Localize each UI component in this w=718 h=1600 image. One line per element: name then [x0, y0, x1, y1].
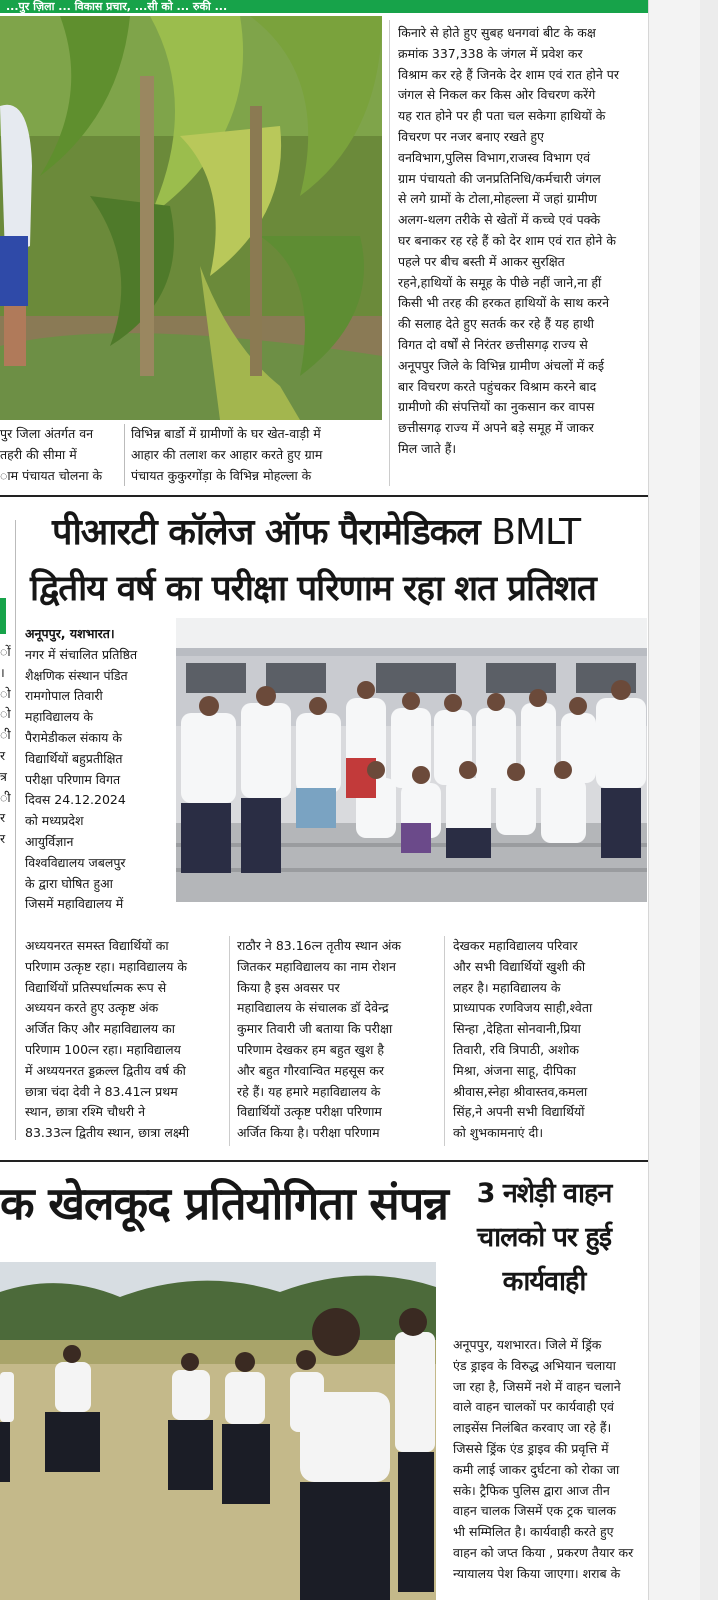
fragment: त्र [0, 768, 7, 784]
fragment: । [0, 664, 5, 680]
article-line: विचरण पर नजर बनाए रखते हुए [398, 128, 544, 144]
section-divider [0, 495, 648, 497]
traffic-headline [444, 1172, 644, 1304]
article-line: परिणाम उत्कृष्ट रहा। महाविद्यालय के [25, 958, 187, 974]
fragment: ों [0, 644, 11, 659]
column-rule [15, 520, 16, 1140]
top-story-bottom-left [0, 424, 118, 486]
article-line: पहले पर बीच बस्ती में आकर सुरक्षित [398, 253, 565, 269]
college-col1-bottom [25, 936, 221, 1144]
article-line: दिवस 24.12.2024 [25, 792, 126, 808]
article-line: रामगोपाल तिवारी [25, 688, 103, 704]
article-line: वाले वाहन चालकों पर कार्यवाही एवं [453, 1399, 615, 1415]
article-line: छात्रा चंदा देवी ने 83.41त्न प्रथम [25, 1083, 178, 1099]
college-headline-bmlt: BMLT [491, 512, 581, 553]
article-line: पंचायत कुकुरगोंड़ा के विभिन्न मोहल्ला के [131, 467, 312, 483]
section-divider [0, 1160, 648, 1162]
sports-headline: क खेलकूद प्रतियोगिता संपन्न [0, 1177, 448, 1230]
fragment: ो [0, 685, 11, 701]
article-line: ाम पंचायत चोलना के [0, 467, 103, 483]
college-col3 [453, 936, 647, 1144]
article-line: परिणाम 100त्न रहा। महाविद्यालय [25, 1041, 181, 1057]
article-line: जिसमें महाविद्यालय में [25, 896, 124, 912]
article-line: सिन्हा ,देहिता सोनवानी,प्रिया [453, 1021, 581, 1037]
article-line: परिणाम देखकर हम बहुत खुश है [237, 1041, 385, 1057]
college-col2 [237, 936, 431, 1144]
article-line: किनारे से होते हुए सुबह धनगवां बीट के कक्ष [398, 25, 596, 40]
column-rule [444, 936, 445, 1146]
article-line: यह रात होने पर ही पता चल सकेगा हाथियों के [398, 108, 606, 124]
article-line: किया है इस अवसर पर [237, 979, 340, 995]
article-line: मिल जाते हैं। [398, 440, 457, 456]
article-line: से लगे ग्रामों के टोला,मोहल्ला में जहां ग्रामीण [398, 191, 597, 207]
article-line: अनूपपुर, यशभारत। जिले में ड्रिंक [453, 1337, 602, 1352]
article-line: 83.33त्न द्वितीय स्थान, छात्रा लक्ष्मी [25, 1125, 190, 1141]
article-line: देखकर महाविद्यालय परिवार [453, 938, 578, 953]
article-line: अर्जित किया है। परीक्षा परिणाम [237, 1125, 380, 1141]
article-line: छत्तीसगढ़ राज्य में अपने बड़े समूह में जाकर [398, 420, 594, 436]
college-headline-line1 [52, 505, 642, 561]
article-line: विगत दो वर्षों से निरंतर छत्तीसगढ़ राज्य से [398, 336, 588, 352]
article-line: जिससे ड्रिंक एंड ड्राइव की प्रवृत्ति में [453, 1440, 609, 1456]
article-line: एंड ड्राइव के विरुद्ध अभियान चलाया [453, 1357, 616, 1373]
article-line: मिश्रा, अंजना साहू, दीपिका [453, 1062, 577, 1078]
column-rule [124, 424, 125, 486]
article-line: के द्वारा घोषित हुआ [25, 875, 113, 891]
article-line: विश्वविद्यालय जबलपुर [25, 854, 126, 870]
column-rule [389, 20, 390, 486]
top-headline-text: ...पुर ज़िला ... विकास प्रचार, ...सी को ... रुकी ... [6, 0, 228, 13]
fragment: ो [0, 706, 11, 722]
article-line: विभिन्न बार्डो में ग्रामीणों के घर खेत-वाड़ी में [131, 426, 321, 441]
article-line: जितकर महाविद्यालय का नाम रोशन [237, 958, 396, 974]
article-line: और बहुत गौरवान्वित महसूस कर [237, 1062, 385, 1078]
article-line: क्रमांक 337,338 के जंगल में प्रवेश कर [398, 45, 583, 61]
article-line: तहरी की सीमा में [0, 446, 77, 462]
article-line: राठौर ने 83.16त्न तृतीय स्थान अंक [237, 938, 401, 953]
article-line: वाहन चालक जिसमें एक ट्रक चालक [453, 1503, 616, 1519]
college-headline-hindi: पीआरटी कॉलेज ऑफ पैरामेडिकल [52, 512, 480, 553]
fragment: र [0, 831, 6, 847]
article-line: को मध्यप्रदेश [25, 813, 84, 829]
article-line: प्राध्यापक रणविजय साही,श्वेता [453, 1000, 593, 1016]
article-line: सके। ट्रैफिक पुलिस द्वारा आज तीन [453, 1482, 610, 1498]
article-line: लहर है। महाविद्यालय के [453, 979, 561, 995]
article-line: रहने,हाथियों के समूह के पीछे नहीं जाने,ना हीं [398, 274, 602, 290]
article-line: किसी भी तरह की हरकत हाथियों के साथ करने [398, 295, 610, 311]
traffic-body [453, 1335, 647, 1585]
article-line: में अध्ययनरत ड्डक्रल्ल द्वितीय वर्ष की [25, 1062, 186, 1078]
top-headline-strip [0, 0, 648, 13]
article-line: अलग-थलग तरीके से खेतों में कच्चे एवं पक्के [398, 212, 601, 228]
article-line: वाहन को जप्त किया , प्रकरण तैयार कर [453, 1544, 634, 1560]
article-line: श्रीवास,स्नेहा श्रीवास्तव,कमला [453, 1083, 588, 1099]
sports-field-photo [0, 1262, 436, 1600]
article-line: महाविद्यालय के संचालक डॉ देवेन्द्र [237, 1000, 389, 1016]
article-line: और सभी विद्यार्थियों खुशी की [453, 958, 586, 974]
article-line: पैरामेडीकल संकाय के [25, 729, 123, 745]
article-line: महाविद्यालय के [25, 709, 93, 725]
article-line: विद्यार्थियों बहुप्रतीक्षित [25, 750, 123, 766]
article-line: आहार की तलाश कर आहार करते हुए ग्राम [131, 446, 323, 462]
fragment: ी [0, 727, 11, 743]
article-line: जा रहा है, जिसमें नशे में वाहन चलाने [453, 1378, 621, 1394]
top-story-right-column [398, 23, 638, 460]
article-line: परीक्षा परिणाम विगत [25, 771, 121, 787]
banana-plantation-photo [0, 16, 382, 420]
article-line: ग्राम पंचायतो की जनप्रतिनिधि/कर्मचारी जंगल [398, 170, 601, 186]
dateline: अनूपपुर, यशभारत। [25, 626, 115, 641]
left-edge-fragments [0, 642, 12, 850]
column-rule [229, 936, 230, 1146]
article-line: कुमार तिवारी जी बताया कि परीक्षा [237, 1021, 393, 1037]
article-line: अध्ययन करते हुए उत्कृष्ट अंक [25, 1000, 159, 1016]
left-green-tab [0, 598, 6, 634]
fragment: ी [0, 789, 11, 805]
article-line: विश्राम कर रहे हैं जिनके देर शाम एवं रात होने पर [398, 66, 619, 82]
top-story-bottom-mid [131, 424, 383, 486]
article-line: भी सम्मिलित है। कार्यवाही करते हुए [453, 1524, 614, 1540]
traffic-headline-line: 3 नशेड़ी वाहन [476, 1178, 612, 1209]
college-headline-line2: द्वितीय वर्ष का परीक्षा परिणाम रहा शत प्रतिशत [30, 569, 596, 609]
college-col1-top [25, 624, 173, 915]
article-line: वनविभाग,पुलिस विभाग,राजस्व विभाग एवं [398, 149, 591, 165]
page-edge [700, 0, 718, 1600]
article-line: न्यायालय पेश किया जाएगा। शराब के [453, 1565, 621, 1581]
fragment: र [0, 810, 6, 826]
article-line: की सलाह देते हुए सतर्क कर रहे हैं यह हाथी [398, 316, 594, 332]
article-line: लाइसेंस निलंबित करवाए जा रहे हैं। [453, 1420, 612, 1436]
article-line: आयुर्विज्ञान [25, 833, 74, 849]
article-line: स्थान, छात्रा रश्मि चौधरी ने [25, 1104, 146, 1120]
article-line: ग्रामीणो की संपत्तियों का नुकसान कर वापस [398, 399, 595, 415]
article-line: अनूपपुर जिले के विभिन्न ग्रामीण अंचलों में कई [398, 357, 604, 373]
article-line: घर बनाकर रह रहे हैं को देर शाम एवं रात होने के [398, 232, 616, 248]
fragment: र [0, 747, 6, 763]
article-line: अर्जित किए और महाविद्यालय का [25, 1021, 175, 1037]
article-line: कमी लाई जाकर दुर्घटना को रोका जा [453, 1461, 620, 1477]
article-line: विद्यार्थियों उत्कृष्ट परीक्षा परिणाम [237, 1104, 382, 1120]
article-line: रहे हैं। यह हमारे महाविद्यालय के [237, 1083, 381, 1099]
article-line: को शुभकामनाएं दी। [453, 1125, 544, 1141]
students-group-photo [176, 618, 647, 902]
article-line: शैक्षणिक संस्थान पंडित [25, 667, 128, 683]
article-line: विद्यार्थियों प्रतिस्पर्धात्मक रूप से [25, 979, 167, 995]
article-line: जंगल से निकल कर किस ओर विचरण करेंगे [398, 87, 596, 103]
article-line: अध्ययनरत समस्त विद्यार्थियों का [25, 938, 169, 953]
traffic-headline-line: चालको पर हुई [477, 1222, 611, 1253]
article-line: तिवारी, रवि त्रिपाठी, अशोक [453, 1041, 579, 1057]
article-line: पुर जिला अंतर्गत वन [0, 426, 94, 441]
article-line: बार विचरण करते पहुंचकर विश्राम करने बाद [398, 378, 597, 394]
traffic-headline-line: कार्यवाही [502, 1266, 586, 1297]
article-line: सिंह,ने अपनी सभी विद्यार्थियों [453, 1104, 585, 1120]
article-line: नगर में संचालित प्रतिष्ठित [25, 646, 138, 662]
